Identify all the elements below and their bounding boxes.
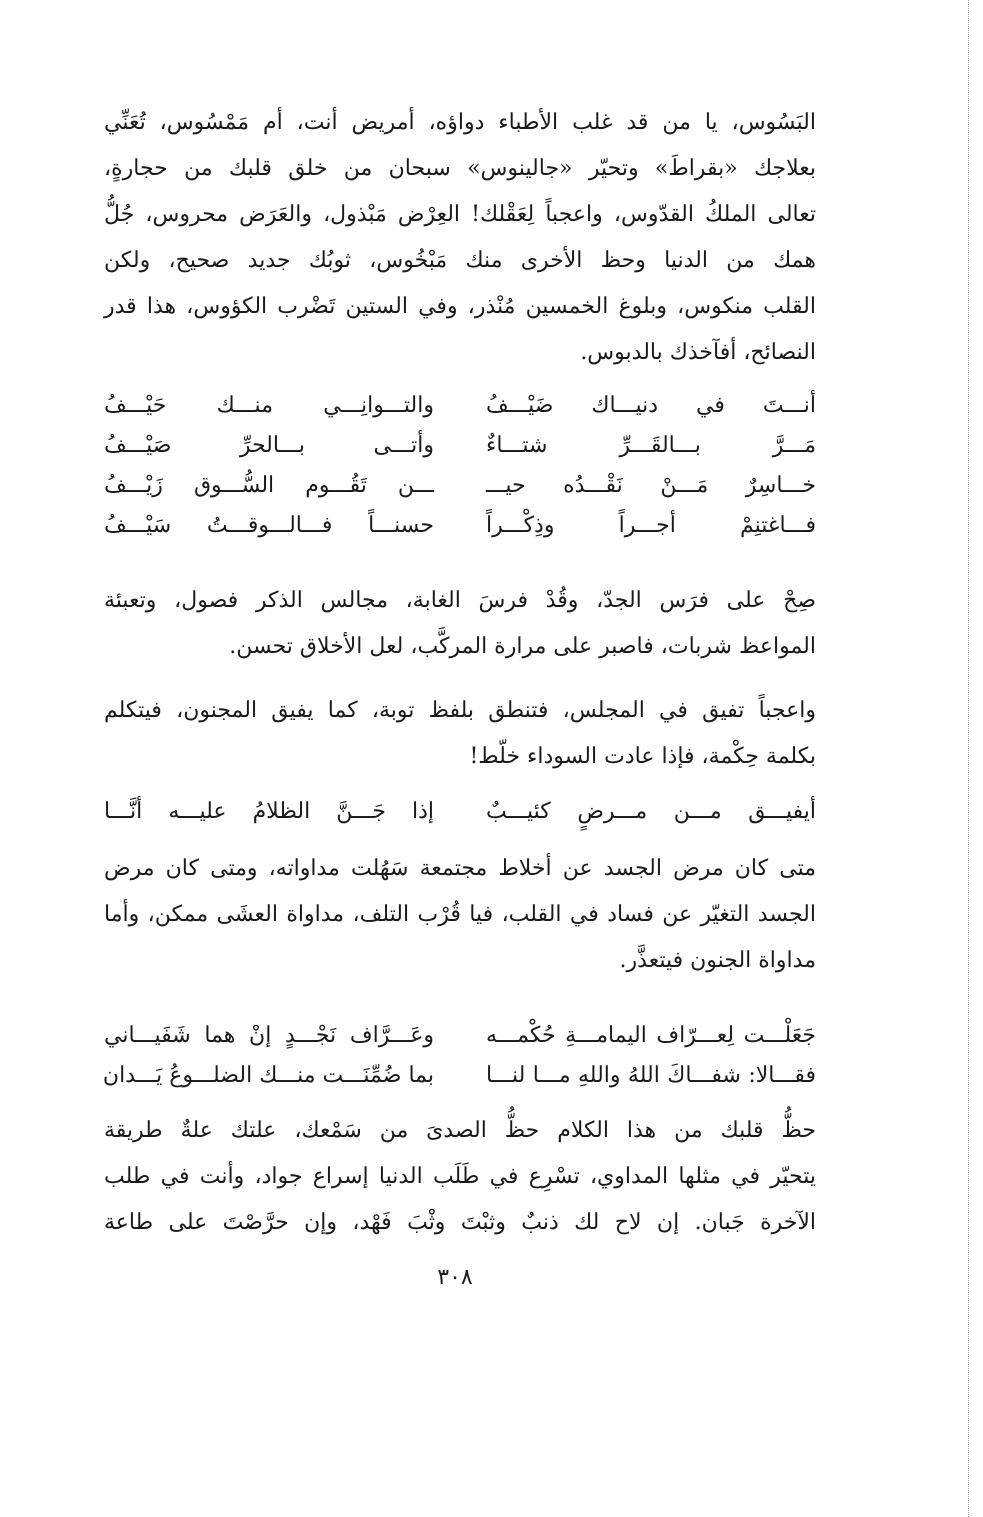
verse-first-half: أنـــتَ في دنيـــاك ضَيْـــفُ (486, 393, 816, 418)
verse (104, 386, 816, 426)
verse-second-half: ـــن تَقُـــوم السُّـــوق زَيْـــفُ (104, 473, 434, 498)
verse-first-half: مَـــرَّ بـــالقَـــرِّ شتـــاءٌ (486, 433, 816, 458)
poem-1 (104, 386, 816, 546)
verse-second-half: حسنـــاً فـــالـــوقـــتُ سَيْـــفُ (104, 513, 434, 538)
verse (104, 792, 816, 832)
paragraph-line: بكلمة حِكْمة، فإذا عادت السوداء خلّط! (469, 744, 816, 769)
poem-3 (104, 1016, 816, 1096)
paragraph-line: تعالى الملكُ القدّوس، واعجباً لِعَقْلك! العِرْض مَبْذول، والعَرَض محروس، جُلُّ (104, 202, 816, 227)
paragraph-line: الآخرة جَبان. إن لاح لك ذنبٌ وثبْتَ وثْبَ فَهْد، وإن حرَّصْتَ على طاعة (104, 1210, 816, 1235)
paragraph-5 (104, 1108, 816, 1246)
page-number: ٣٠٨ (437, 1265, 473, 1290)
poem-2 (104, 792, 816, 832)
paragraph-line: الجسد التغيّر عن فساد في القلب، فيا قُرْب التلف، مداواة العشَى ممكن، وأما (104, 902, 816, 927)
verse-first-half: جَعَلْـــت لِعـــرّاف اليمامـــةِ حُكْمـــه (486, 1023, 816, 1048)
verse-second-half: إذا جَـــنَّ الظلامُ عليـــه أنَّـــا (104, 799, 434, 824)
verse-first-half: أيفيـــق مـــن مـــرضٍ كئيـــبٌ (486, 799, 816, 824)
paragraph-line: مداواة الجنون فيتعذَّر. (619, 948, 816, 973)
paragraph-line: واعجباً تفيق في المجلس، فتنطق بلفظ توبة، كما يفيق المجنون، فيتكلم (104, 698, 816, 723)
verse (104, 506, 816, 546)
paragraph-line: البَسُوس، يا من قد غلب الأطباء دواؤه، أمريض أنت، أم مَمْسُوس، تُعَنِّي (104, 110, 816, 135)
paragraph-line: المواعظ شربات، فاصبر على مرارة المركَّب، لعل الأخلاق تحسن. (229, 634, 816, 659)
paragraph-line: النصائح، أفآخذك بالدبوس. (580, 340, 816, 365)
paragraph-4 (104, 846, 816, 984)
paragraph-line: متى كان مرض الجسد عن أخلاط مجتمعة سَهُلت مداواته، ومتى كان مرض (104, 856, 816, 881)
paragraph-line: صِحْ على فرَس الجدّ، وقُدْ فرسَ الغابة، مجالس الذكر فصول، وتعبئة (104, 588, 816, 613)
paragraph-line: حظُّ قلبك من هذا الكلام حظُّ الصدىَ من سَمْعك، علتك علةٌ طريقة (104, 1118, 816, 1143)
verse (104, 1056, 816, 1096)
paragraph-line: همك من الدنيا وحظ الأخرى منك مَبْخُوس، ثوبُك جديد صحيح، ولكن (104, 248, 816, 273)
paragraph-line: يتحيّر في مثلها المداوي، تسْرِع في طَلَب الدنيا إسراع جواد، وأنت في طلب (104, 1164, 816, 1189)
verse-second-half: بما ضُمِّنَـــت منـــك الضلـــوعُ يَـــدان (102, 1063, 434, 1088)
paragraph-2 (104, 578, 816, 670)
paragraph-3 (104, 688, 816, 780)
verse (104, 1016, 816, 1056)
verse (104, 426, 816, 466)
verse-first-half: خـــاسِرٌ مَـــنْ نَقْـــدُه حيـــ (486, 473, 816, 498)
verse-first-half: فـــاغتنِمْ أجـــراً وذِكْـــراً (486, 513, 816, 538)
paragraph-1 (104, 100, 816, 376)
verse (104, 466, 816, 506)
verse-second-half: وعَـــرَّاف نَجْـــدٍ إنْ هما شَفَيـــاني (104, 1023, 434, 1048)
verse-first-half: فقـــالا: شفـــاكَ اللهُ واللهِ مـــا لنـــا (486, 1063, 816, 1088)
verse-second-half: والتـــوانِـــي منـــك حَيْـــفُ (104, 393, 434, 418)
paragraph-line: بعلاجك «بقراطَ» وتحيّر «جالينوس» سبحان من خلق قلبك من حجارةٍ، (104, 156, 816, 181)
paragraph-line: القلب منكوس، وبلوغ الخمسين مُنْذر، وفي الستين تَضْرب الكؤوس، هذا قدر (104, 294, 816, 319)
verse-second-half: وأتـــى بـــالحرِّ صَيْـــفُ (104, 433, 434, 458)
scan-edge-line (968, 0, 969, 1517)
